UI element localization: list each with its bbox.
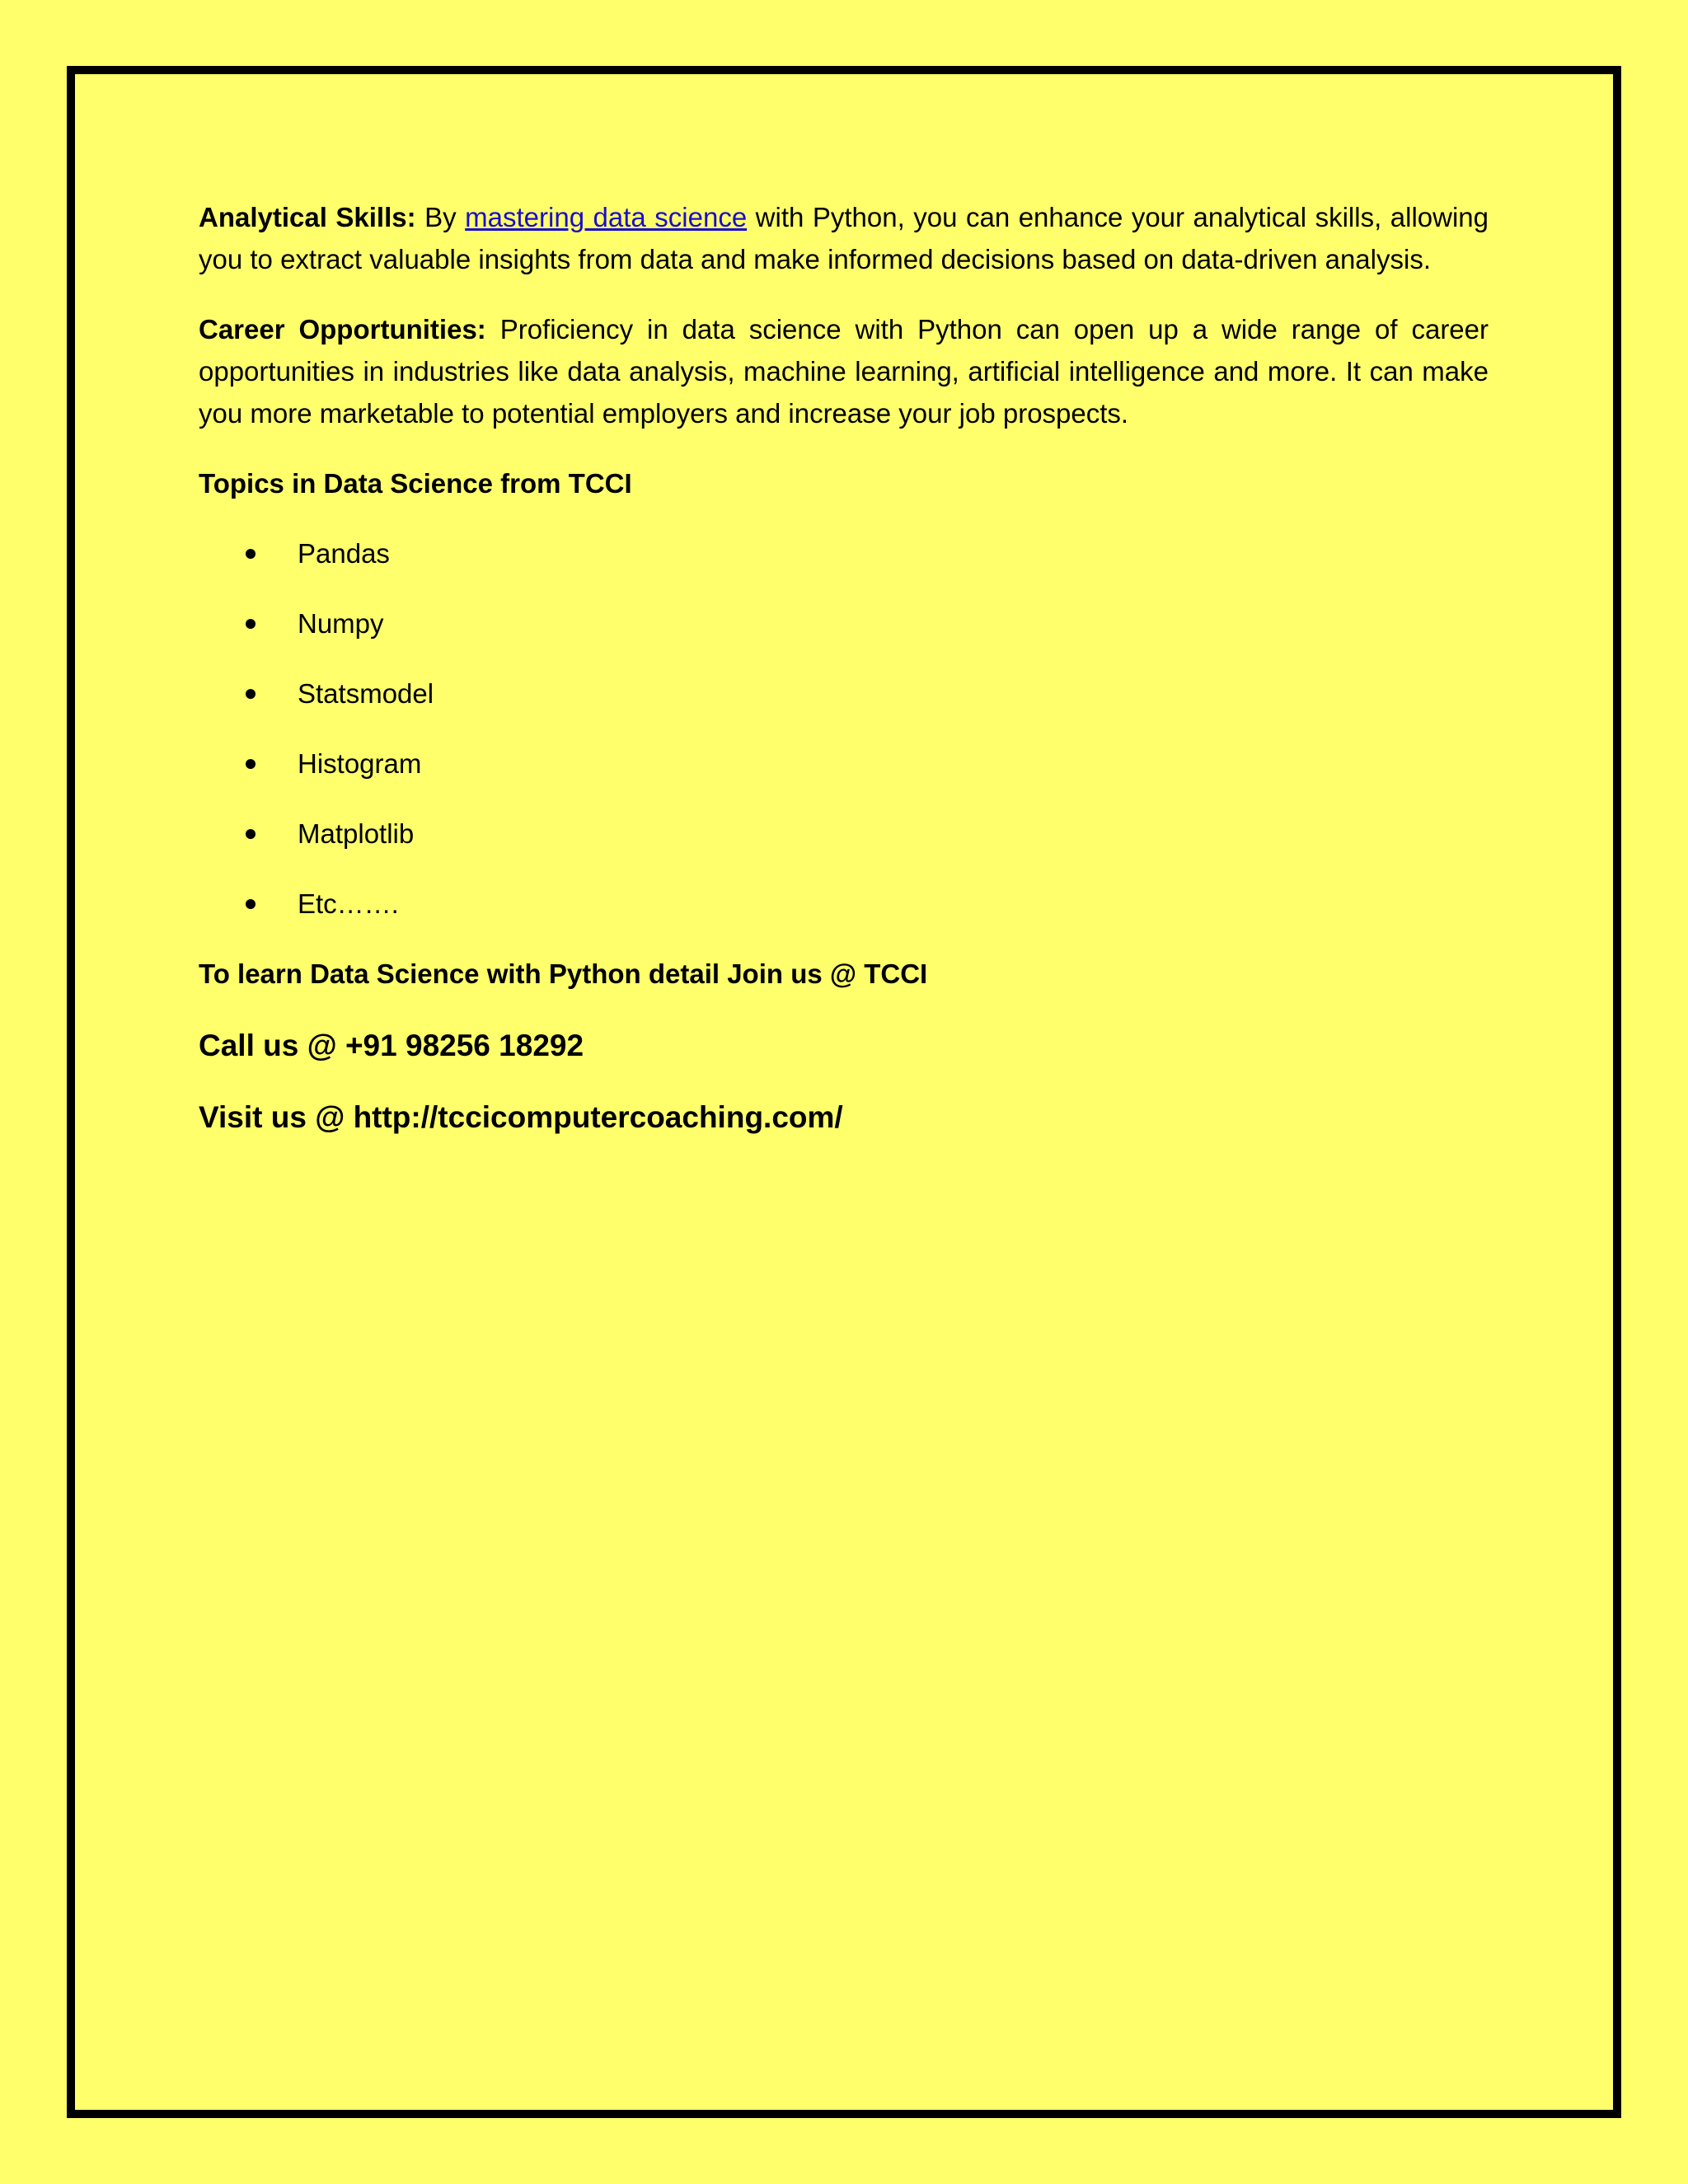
- list-item: [199, 883, 1489, 925]
- career-opportunities-lead: Career Opportunities:: [199, 314, 486, 344]
- topic-label: Pandas: [298, 538, 390, 569]
- topic-label: Matplotlib: [298, 818, 415, 849]
- website-contact: Visit us @ http://tccicomputercoaching.com/: [199, 1100, 843, 1134]
- bullet-icon: [246, 829, 256, 839]
- bullet-icon: [246, 619, 256, 629]
- list-item: [199, 813, 1489, 855]
- phone-contact: Call us @ +91 98256 18292: [199, 1029, 584, 1062]
- topics-list: [199, 532, 1489, 925]
- career-opportunities-paragraph: [199, 308, 1489, 434]
- list-item: [199, 532, 1489, 574]
- list-item: [199, 602, 1489, 644]
- topic-label: Histogram: [298, 748, 422, 779]
- call-to-action: To learn Data Science with Python detail Join us @ TCCI: [199, 958, 928, 989]
- topic-label: Statsmodel: [298, 678, 434, 709]
- bullet-icon: [246, 549, 256, 559]
- topic-label: Numpy: [298, 608, 384, 639]
- list-item: [199, 743, 1489, 785]
- topics-heading: Topics in Data Science from TCCI: [199, 468, 632, 499]
- topic-label: Etc…….: [298, 888, 399, 919]
- bullet-icon: [246, 689, 256, 699]
- analytical-skills-lead: Analytical Skills:: [199, 202, 416, 232]
- mastering-data-science-link[interactable]: mastering data science: [465, 202, 748, 232]
- analytical-body-text: with Python, you can enhance your analytical skills, allowing you to extract valuable insights from data and make informed decisions based on data-driven analysis.: [199, 202, 1489, 274]
- analytical-skills-paragraph: [199, 196, 1489, 280]
- list-item: [199, 673, 1489, 715]
- bullet-icon: [246, 759, 256, 769]
- bullet-icon: [246, 899, 256, 909]
- career-body-text: Proficiency in data science with Python can open up a wide range of career opportunities in industries like data analysis, machine learning, artificial intelligence and more. It can make you more marketable to potential employers and increase your job prospects.: [199, 314, 1489, 429]
- analytical-pre-link-text: By: [415, 202, 466, 232]
- document-content: [199, 196, 1489, 1166]
